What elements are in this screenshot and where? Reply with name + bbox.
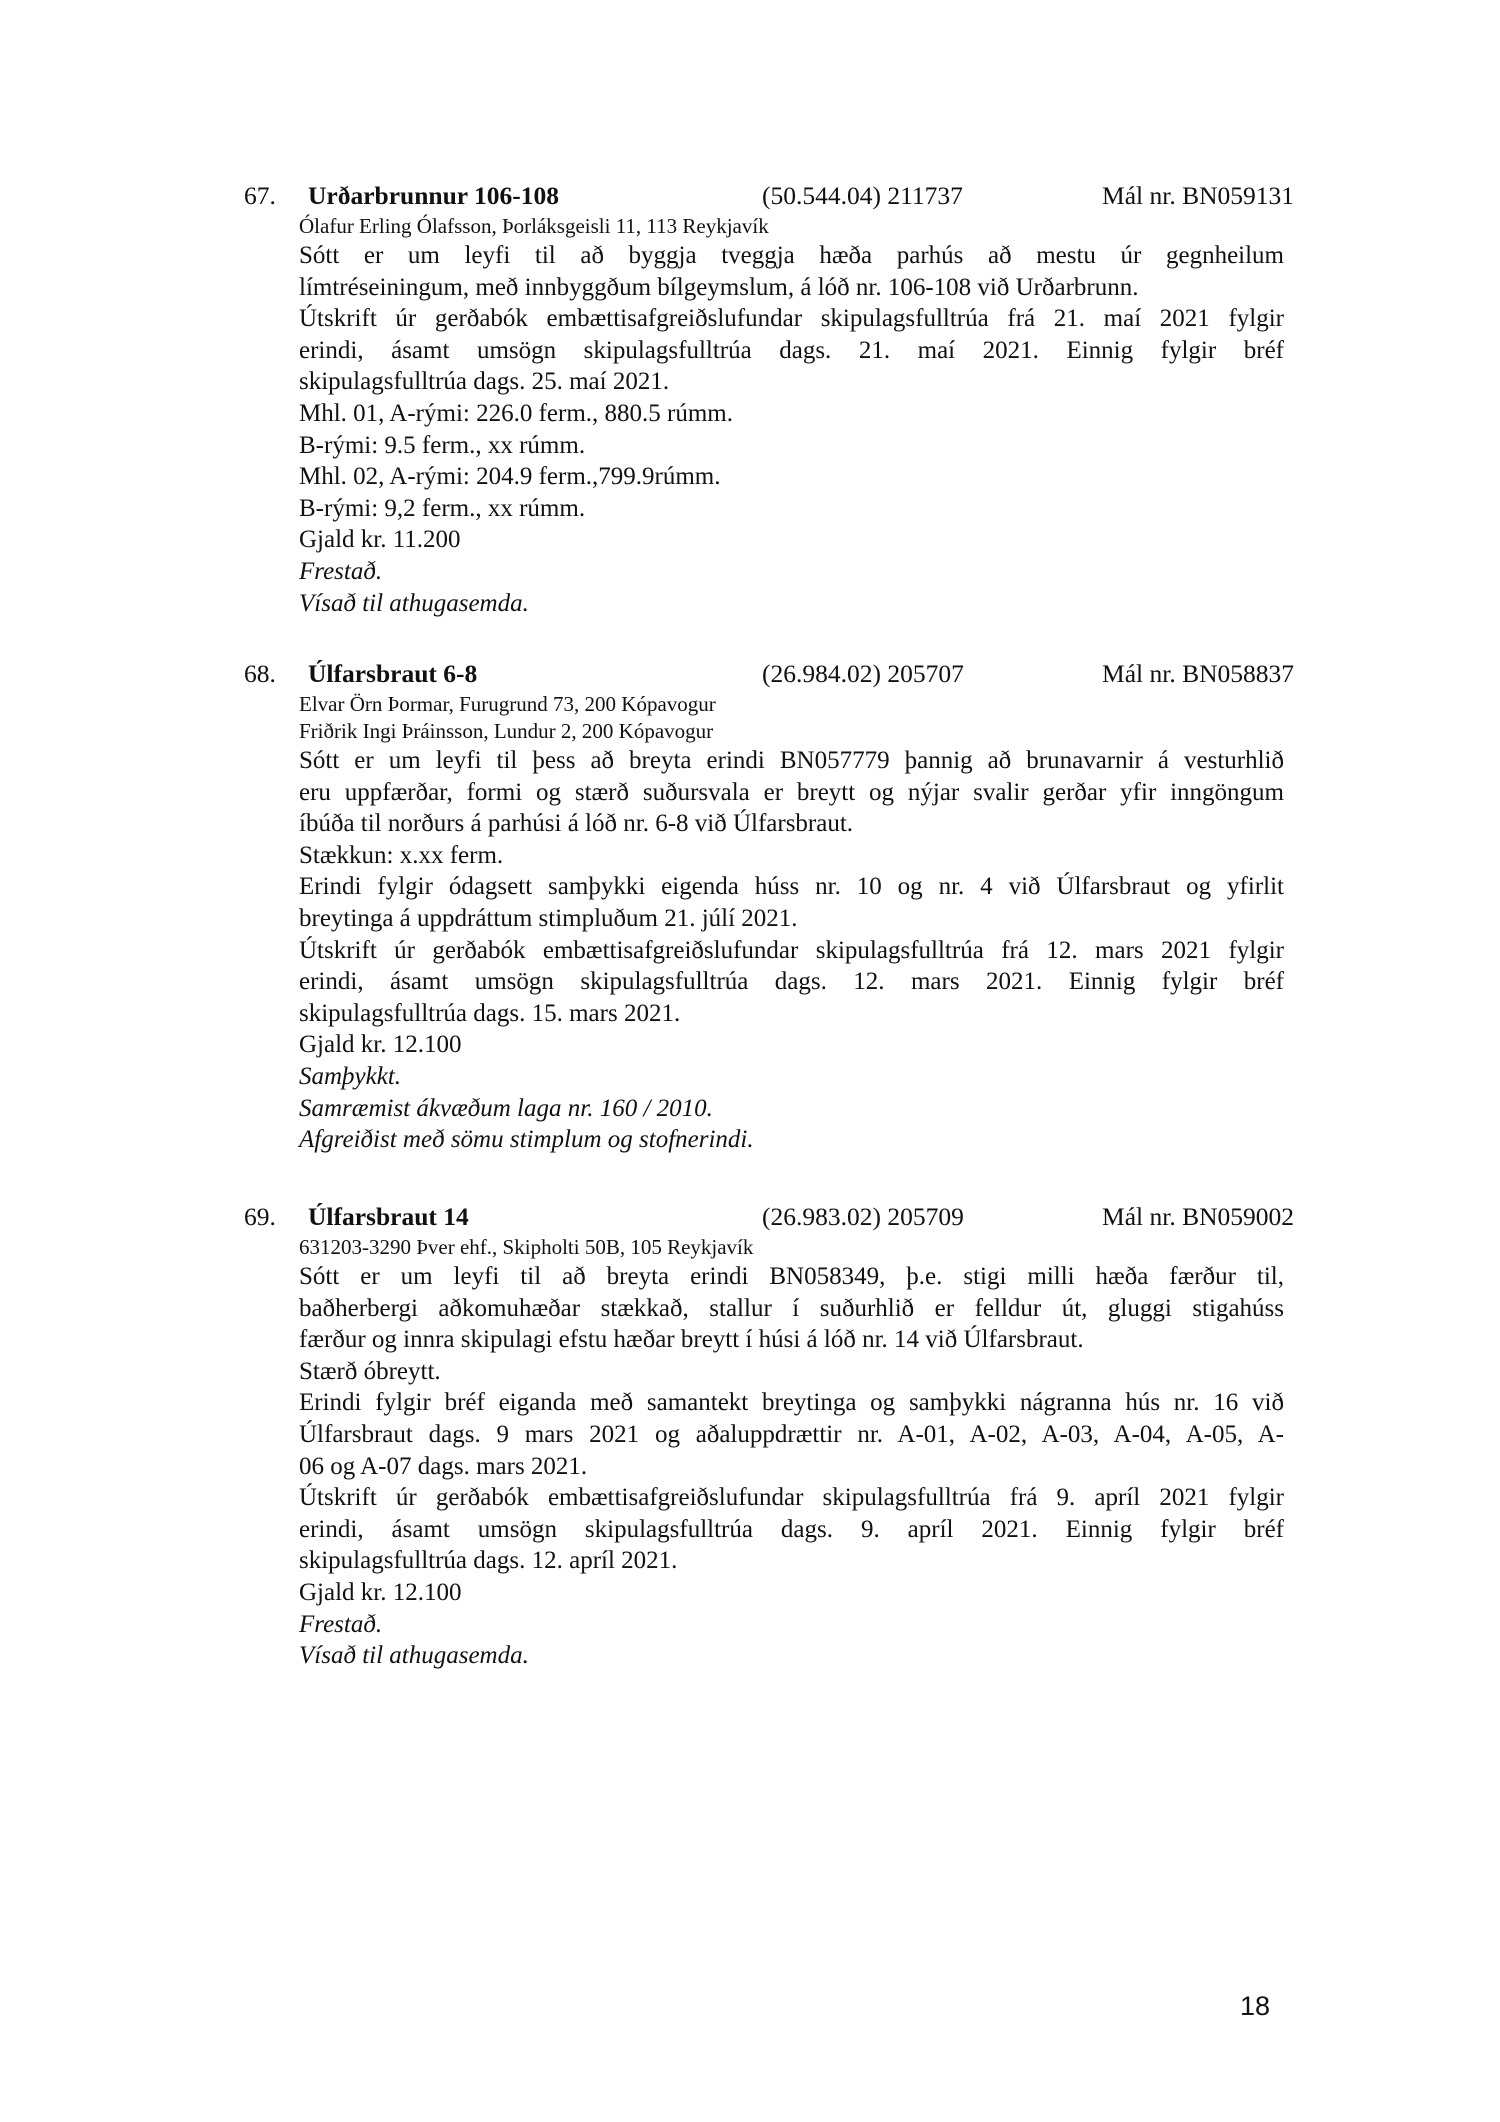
entry-69 <box>244 1200 1294 1672</box>
entry-case-number: Mál nr. BN058837 <box>1102 659 1294 688</box>
entry-title: Úlfarsbraut 6-8 <box>308 659 478 688</box>
text-line: erindi, ásamt umsögn skipulagsfulltrúa dags. 9. apríl 2021. Einnig fylgir bréf <box>299 1515 1284 1543</box>
applicant-line: Elvar Örn Þormar, Furugrund 73, 200 Kópavogur <box>299 692 716 716</box>
text-line: skipulagsfulltrúa dags. 25. maí 2021. <box>299 368 670 396</box>
text-line: Útskrift úr gerðabók embættisafgreiðslufundar skipulagsfulltrúa frá 9. apríl 2021 fylgir <box>299 1484 1284 1512</box>
text-line: Erindi fylgir bréf eiganda með samantekt breytinga og samþykki nágranna hús nr. 16 við <box>299 1389 1284 1417</box>
entry-number: 67. <box>244 181 276 210</box>
decision-line: Frestað. <box>299 557 383 585</box>
text-line: eru uppfærðar, formi og stærð suðursvala er breytt og nýjar svalir gerðar yfir inngöngum <box>299 778 1284 806</box>
entry-title: Úlfarsbraut 14 <box>308 1202 469 1231</box>
decision-line: Vísað til athugasemda. <box>299 1642 529 1670</box>
text-line: Útskrift úr gerðabók embættisafgreiðslufundar skipulagsfulltrúa frá 21. maí 2021 fylgir <box>299 305 1284 333</box>
text-line: Stærð óbreytt. <box>299 1357 441 1385</box>
text-line: Sótt er um leyfi til að byggja tveggja hæða parhús að mestu úr gegnheilum <box>299 242 1284 269</box>
page-number: 18 <box>1240 1991 1271 2021</box>
entry-title: Urðarbrunnur 106-108 <box>308 181 560 210</box>
text-line: Sótt er um leyfi til að breyta erindi BN058349, þ.e. stigi milli hæða færður til, <box>299 1263 1284 1290</box>
decision-line: Afgreiðist með sömu stimplum og stofnerindi. <box>299 1126 754 1154</box>
text-line: Mhl. 02, A-rými: 204.9 ferm.,799.9rúmm. <box>299 463 721 491</box>
text-line: límtréseiningum, með innbyggðum bílgeymslum, á lóð nr. 106-108 við Urðarbrunn. <box>299 273 1139 301</box>
text-line: B-rými: 9,2 ferm., xx rúmm. <box>299 494 586 522</box>
entry-case-number: Mál nr. BN059131 <box>1102 181 1294 210</box>
text-line: Útskrift úr gerðabók embættisafgreiðslufundar skipulagsfulltrúa frá 12. mars 2021 fylgir <box>299 936 1284 964</box>
decision-line: Vísað til athugasemda. <box>299 589 529 617</box>
entry-68 <box>244 657 1294 1156</box>
text-line: íbúða til norðurs á parhúsi á lóð nr. 6-8 við Úlfarsbraut. <box>299 810 854 838</box>
text-line: baðherbergi aðkomuhæðar stækkað, stallur í suðurhlið er felldur út, gluggi stigahúss <box>299 1294 1284 1322</box>
text-line: Erindi fylgir ódagsett samþykki eigenda húss nr. 10 og nr. 4 við Úlfarsbraut og yfirlit <box>299 873 1284 901</box>
fee-line: Gjald kr. 12.100 <box>299 1578 462 1606</box>
text-line: erindi, ásamt umsögn skipulagsfulltrúa dags. 21. maí 2021. Einnig fylgir bréf <box>299 336 1284 364</box>
applicant-line: 631203-3290 Þver ehf., Skipholti 50B, 105 Reykjavík <box>299 1235 754 1259</box>
entry-header <box>244 179 1294 213</box>
text-line: Sótt er um leyfi til þess að breyta erindi BN057779 þannig að brunavarnir á vesturhlið <box>299 747 1284 774</box>
applicant-line: Friðrik Ingi Þráinsson, Lundur 2, 200 Kópavogur <box>299 719 714 743</box>
text-line: breytinga á uppdráttum stimpluðum 21. júlí 2021. <box>299 904 798 932</box>
entry-reference: (26.983.02) 205709 <box>762 1202 964 1231</box>
text-line: færður og innra skipulagi efstu hæðar breytt í húsi á lóð nr. 14 við Úlfarsbraut. <box>299 1326 1084 1354</box>
entry-header <box>244 1200 1294 1234</box>
applicant-line: Ólafur Erling Ólafsson, Þorláksgeisli 11, 113 Reykjavík <box>299 214 769 238</box>
decision-line: Frestað. <box>299 1610 383 1638</box>
entry-reference: (26.984.02) 205707 <box>762 659 964 688</box>
entry-case-number: Mál nr. BN059002 <box>1102 1202 1294 1231</box>
entry-number: 68. <box>244 659 276 688</box>
fee-line: Gjald kr. 11.200 <box>299 526 461 554</box>
text-line: Mhl. 01, A-rými: 226.0 ferm., 880.5 rúmm. <box>299 399 733 427</box>
text-line: skipulagsfulltrúa dags. 15. mars 2021. <box>299 999 681 1027</box>
fee-line: Gjald kr. 12.100 <box>299 1031 462 1059</box>
text-line: 06 og A-07 dags. mars 2021. <box>299 1452 588 1480</box>
entry-67 <box>244 179 1294 619</box>
text-line: Úlfarsbraut dags. 9 mars 2021 og aðaluppdrættir nr. A-01, A-02, A-03, A-04, A-05, A- <box>299 1420 1284 1448</box>
entry-header <box>244 657 1294 691</box>
entry-reference: (50.544.04) 211737 <box>762 181 963 210</box>
decision-line: Samræmist ákvæðum laga nr. 160 / 2010. <box>299 1094 713 1122</box>
text-line: Stækkun: x.xx ferm. <box>299 841 504 869</box>
decision-line: Samþykkt. <box>299 1062 402 1090</box>
text-line: B-rými: 9.5 ferm., xx rúmm. <box>299 431 586 459</box>
entry-number: 69. <box>244 1202 276 1231</box>
text-line: erindi, ásamt umsögn skipulagsfulltrúa dags. 12. mars 2021. Einnig fylgir bréf <box>299 968 1284 996</box>
text-line: skipulagsfulltrúa dags. 12. apríl 2021. <box>299 1547 678 1575</box>
